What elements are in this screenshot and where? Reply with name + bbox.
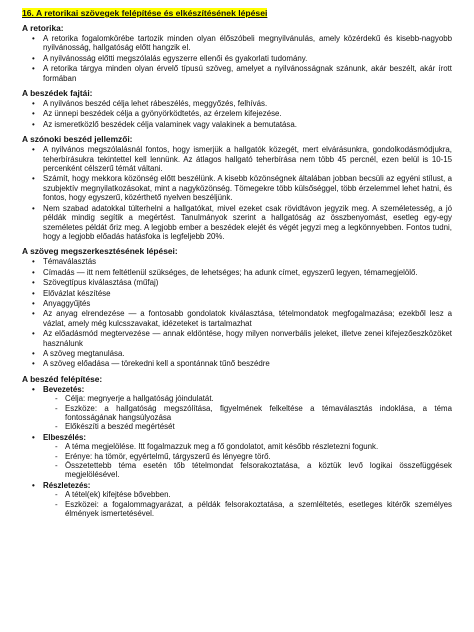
list-item: • Témaválasztás (22, 257, 452, 266)
list-item: - Célja: megnyerje a hallgatóság jóindulatát. (22, 394, 452, 403)
list-item: • A nyilvános beszéd célja lehet rábeszélés, meggyőzés, felhívás. (22, 99, 452, 108)
list-item: • A nyilvánosság előtti megszólalás egyszerre ellenői és gyakorlati tudomány. (22, 54, 452, 63)
section-heading: A retorika: (22, 23, 64, 33)
list-item: • Az ünnepi beszédek célja a gyönyörködtetés, az érzelem kifejezése. (22, 109, 452, 118)
list-item: • Szövegtípus kiválasztása (műfaj) (22, 278, 452, 287)
sub-heading-reszletezes: • Részletezés: (22, 481, 452, 490)
list-item: - Előkészíti a beszéd megértését (22, 422, 452, 431)
section-beszedek-fajtai (22, 88, 452, 129)
list-item: • Az előadásmód megtervezése — annak eldöntése, hogy milyen nonverbális jeleket, illetve zenei kifejezőeszközöket használunk (22, 329, 452, 348)
list-item: • A retorika fogalomkörébe tartozik minden olyan élőszóbeli megnyilvánulás, amely közérdekű és kisebb-nagyobb nyilvánosság, hallgatóság előtt hangzik el. (22, 34, 452, 53)
list-item: • Az anyag elrendezése — a fontosabb gondolatok kiválasztása, tételmondatok megfogalmazása; ezekből lesz a vázlat, amely még kulcsszavakat, idézeteket is tartalmazhat (22, 309, 452, 328)
list-item: • A szöveg megtanulása. (22, 349, 452, 358)
list-item: • Nem szabad adatokkal túlterhelni a hallgatókat, mivel ezeket csak rövidtávon jegyzik meg. A személetesség, a jó példák mindig segítik a megértést. Tanulmányok szerint a hallgatóság az összbenyomást, esetleg egy-egy személetes példát őriz meg. A legjobb ember a beszédek elejét és végét jegyzi meg a legkönnyebben. Fontos tudni, hogy a legjobb előadás hatásfoka is legfeljebb 20%. (22, 204, 452, 242)
bullet-list (22, 34, 452, 83)
dash-list (22, 490, 452, 518)
sub-heading-elbeszeles: • Elbeszélés: (22, 433, 452, 442)
title-highlight: 16. A retorikai szövegek felépítése és elkészítésének lépései (22, 8, 268, 18)
bullet-list (22, 257, 452, 368)
list-item: - Eszköze: a hallgatóság megszólítása, figyelmének felkeltése a témaválasztás indoklása, a téma fontosságának hangsúlyozása (22, 404, 452, 423)
section-heading: A szónoki beszéd jellemzői: (22, 134, 133, 145)
list-item: - Eszközei: a fogalommagyarázat, a példák felsorakoztatása, a szemléltetés, esetleges kitérők személyes élmények ismertetésével. (22, 500, 452, 519)
list-item: - Erénye: ha tömör, egyértelmű, tárgyszerű és lényegre törő. (22, 452, 452, 461)
list-item: • Elővázlat készítése (22, 289, 452, 298)
dash-list (22, 394, 452, 432)
section-heading: A szöveg megszerkesztésének lépései: (22, 246, 178, 257)
list-item: • Számít, hogy mekkora közönség előtt beszélünk. A kisebb közönségnek általában jobban becsüli az egyéni stílust, a szubjektív megnyilatkozásokat, mint a nagyközönség. Tömegekre több külsőséggel, több érzelemmel lehet hatni, és fontos, hogy egyszerű, közérthető nyelven beszéljünk. (22, 174, 452, 202)
list-item: - A tétel(ek) kifejtése bővebben. (22, 490, 452, 499)
section-beszed-felepitese (22, 374, 452, 519)
section-heading: A beszéd felépítése: (22, 373, 103, 384)
section-heading: A beszédek fajtái: (22, 88, 93, 99)
list-item: • A retorika tárgya minden olyan érvelő típusú szöveg, amelyet a nyilvánosságnak szánunk, akár beszélt, akár írott formában (22, 64, 452, 83)
section-szoveg-megszerkesztese (22, 246, 452, 368)
list-item: • Címadás — itt nem feltétlenül szükséges, de lehetséges; ha adunk címet, egyszerű legyen, témamegjelölő. (22, 268, 452, 277)
document-title (22, 8, 452, 18)
bullet-list (22, 99, 452, 129)
list-item: • A szöveg előadása — törekedni kell a spontánnak tűnő beszédre (22, 359, 452, 368)
section-szonoki-beszed (22, 134, 452, 241)
list-item: - Összetettebb téma esetén tőb tételmondat felsorakoztatása, a köztük levő logikai összefüggések megjelölésével. (22, 461, 452, 480)
list-item: • Az ismeretközlő beszédek célja valaminek vagy valakinek a bemutatása. (22, 120, 452, 129)
list-item: • A nyilvános megszólalásnál fontos, hogy ismerjük a hallgatók közegét, mert elvárásunkra, gondolkodásmódjukra, teherbírásukra tekintettel kell lennünk. Az átlagos hallgató teherbírása nem több 45 percnél, ezen belül is 10-15 percenként célszerű témát váltani. (22, 145, 452, 173)
bullet-list (22, 145, 452, 241)
sub-heading-bevezetes: • Bevezetés: (22, 385, 452, 394)
dash-list (22, 442, 452, 480)
list-item: • Anyaggyűjtés (22, 299, 452, 308)
list-item: - A téma megjelölése. Itt fogalmazzuk meg a fő gondolatot, amit később részletezni fogunk. (22, 442, 452, 451)
section-retorika (22, 23, 452, 83)
